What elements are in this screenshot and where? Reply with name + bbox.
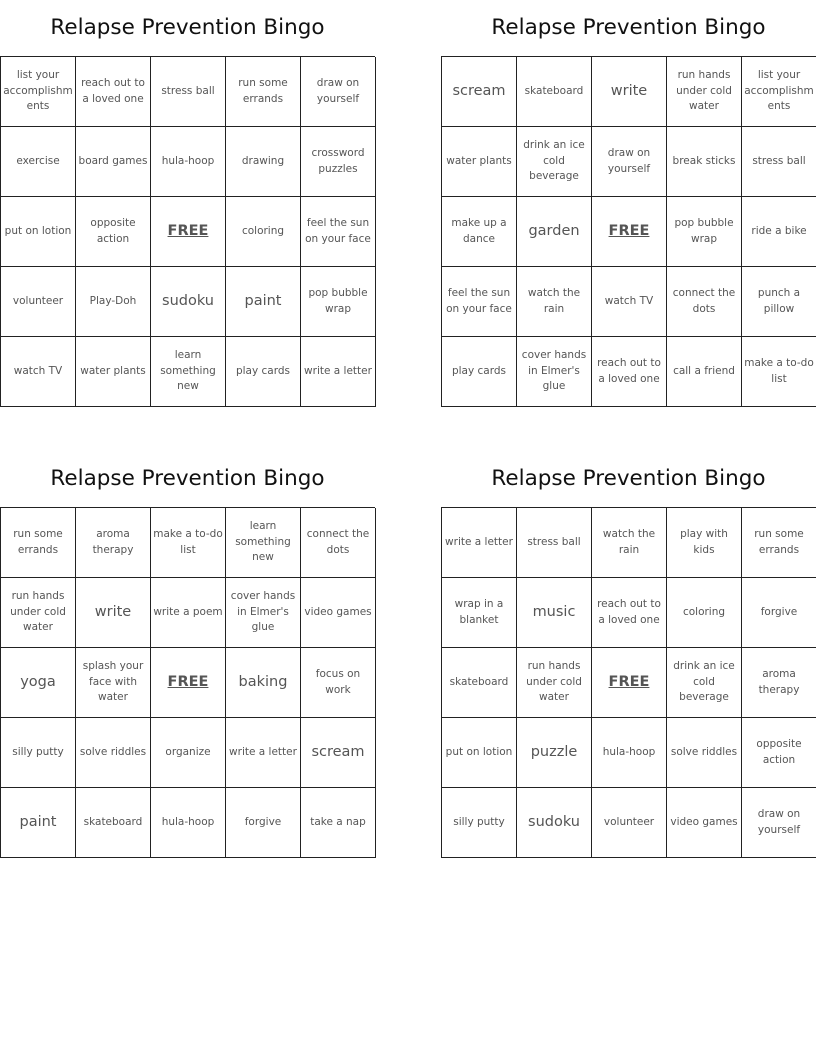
bingo-card-3 [0,451,375,858]
card-title: Relapse Prevention Bingo [491,15,766,40]
bingo-cell: watch the rain [592,508,667,578]
bingo-cell: feel the sun on your face [442,267,517,337]
bingo-cell: play cards [226,337,301,407]
bingo-cell: silly putty [1,718,76,788]
bingo-cell: cover hands in Elmer's glue [226,578,301,648]
bingo-cell: break sticks [667,127,742,197]
bingo-cell: learn something new [226,508,301,578]
bingo-cell: paint [1,788,76,858]
bingo-cell: skateboard [76,788,151,858]
bingo-cell: feel the sun on your face [301,197,376,267]
bingo-cell: pop bubble wrap [301,267,376,337]
bingo-cell: paint [226,267,301,337]
bingo-cell: put on lotion [442,718,517,788]
bingo-cell: volunteer [592,788,667,858]
bingo-cell: run some errands [742,508,816,578]
bingo-cell: opposite action [742,718,816,788]
free-space-cell: FREE [592,197,667,267]
bingo-cell: coloring [667,578,742,648]
free-space-cell: FREE [151,648,226,718]
bingo-cell: write [76,578,151,648]
bingo-cell: yoga [1,648,76,718]
bingo-cell: pop bubble wrap [667,197,742,267]
bingo-cell: stress ball [151,57,226,127]
bingo-cell: Play-Doh [76,267,151,337]
bingo-cell: connect the dots [301,508,376,578]
bingo-cell: water plants [442,127,517,197]
bingo-cell: call a friend [667,337,742,407]
bingo-cell: solve riddles [76,718,151,788]
bingo-cell: volunteer [1,267,76,337]
free-space-cell: FREE [151,197,226,267]
bingo-cell: skateboard [517,57,592,127]
bingo-cell: draw on yourself [301,57,376,127]
bingo-cell: write a letter [226,718,301,788]
bingo-cell: exercise [1,127,76,197]
bingo-cell: music [517,578,592,648]
bingo-cell: wrap in a blanket [442,578,517,648]
bingo-cell: skateboard [442,648,517,718]
bingo-cell: run some errands [1,508,76,578]
bingo-cell: draw on yourself [742,788,816,858]
bingo-cell: hula-hoop [592,718,667,788]
bingo-cell: sudoku [151,267,226,337]
bingo-cell: make up a dance [442,197,517,267]
bingo-cell: stress ball [517,508,592,578]
bingo-cell: board games [76,127,151,197]
bingo-cell: ride a bike [742,197,816,267]
bingo-cell: watch TV [1,337,76,407]
bingo-grid [441,507,816,858]
bingo-cell: run hands under cold water [517,648,592,718]
bingo-cell: sudoku [517,788,592,858]
bingo-cell: puzzle [517,718,592,788]
bingo-cell: play with kids [667,508,742,578]
bingo-cell: video games [301,578,376,648]
bingo-cell: coloring [226,197,301,267]
bingo-cell: run some errands [226,57,301,127]
free-space-cell: FREE [592,648,667,718]
bingo-cell: solve riddles [667,718,742,788]
bingo-cell: forgive [742,578,816,648]
bingo-cell: take a nap [301,788,376,858]
bingo-cell: hula-hoop [151,127,226,197]
card-title: Relapse Prevention Bingo [50,15,325,40]
bingo-cell: hula-hoop [151,788,226,858]
bingo-cell: video games [667,788,742,858]
bingo-card-4 [441,451,816,858]
bingo-cell: garden [517,197,592,267]
bingo-cell: punch a pillow [742,267,816,337]
bingo-cell: run hands under cold water [667,57,742,127]
bingo-cell: write a letter [442,508,517,578]
bingo-cell: drink an ice cold beverage [517,127,592,197]
bingo-grid [0,507,375,858]
bingo-cell: forgive [226,788,301,858]
bingo-cell: write [592,57,667,127]
bingo-cell: make a to-do list [151,508,226,578]
bingo-cell: write a letter [301,337,376,407]
bingo-card-2 [441,0,816,407]
bingo-cell: reach out to a loved one [592,337,667,407]
bingo-grid [0,56,375,407]
bingo-cell: connect the dots [667,267,742,337]
bingo-cell: reach out to a loved one [592,578,667,648]
bingo-cell: scream [301,718,376,788]
bingo-cell: list your accomplishments [1,57,76,127]
bingo-cell: focus on work [301,648,376,718]
bingo-cell: learn something new [151,337,226,407]
bingo-cell: aroma therapy [742,648,816,718]
bingo-cell: cover hands in Elmer's glue [517,337,592,407]
bingo-cell: watch TV [592,267,667,337]
bingo-cell: reach out to a loved one [76,57,151,127]
bingo-card-1 [0,0,375,407]
bingo-cell: play cards [442,337,517,407]
bingo-cell: crossword puzzles [301,127,376,197]
bingo-cell: scream [442,57,517,127]
bingo-cell: make a to-do list [742,337,816,407]
bingo-cell: list your accomplishments [742,57,816,127]
bingo-cell: opposite action [76,197,151,267]
bingo-cell: draw on yourself [592,127,667,197]
bingo-cell: drink an ice cold beverage [667,648,742,718]
bingo-cell: splash your face with water [76,648,151,718]
card-title: Relapse Prevention Bingo [50,466,325,491]
bingo-cell: stress ball [742,127,816,197]
bingo-cell: organize [151,718,226,788]
bingo-cell: run hands under cold water [1,578,76,648]
bingo-cell: baking [226,648,301,718]
bingo-cell: aroma therapy [76,508,151,578]
bingo-grid [441,56,816,407]
bingo-cell: watch the rain [517,267,592,337]
bingo-cell: water plants [76,337,151,407]
bingo-cell: put on lotion [1,197,76,267]
bingo-cell: write a poem [151,578,226,648]
card-title: Relapse Prevention Bingo [491,466,766,491]
bingo-cell: drawing [226,127,301,197]
bingo-cell: silly putty [442,788,517,858]
